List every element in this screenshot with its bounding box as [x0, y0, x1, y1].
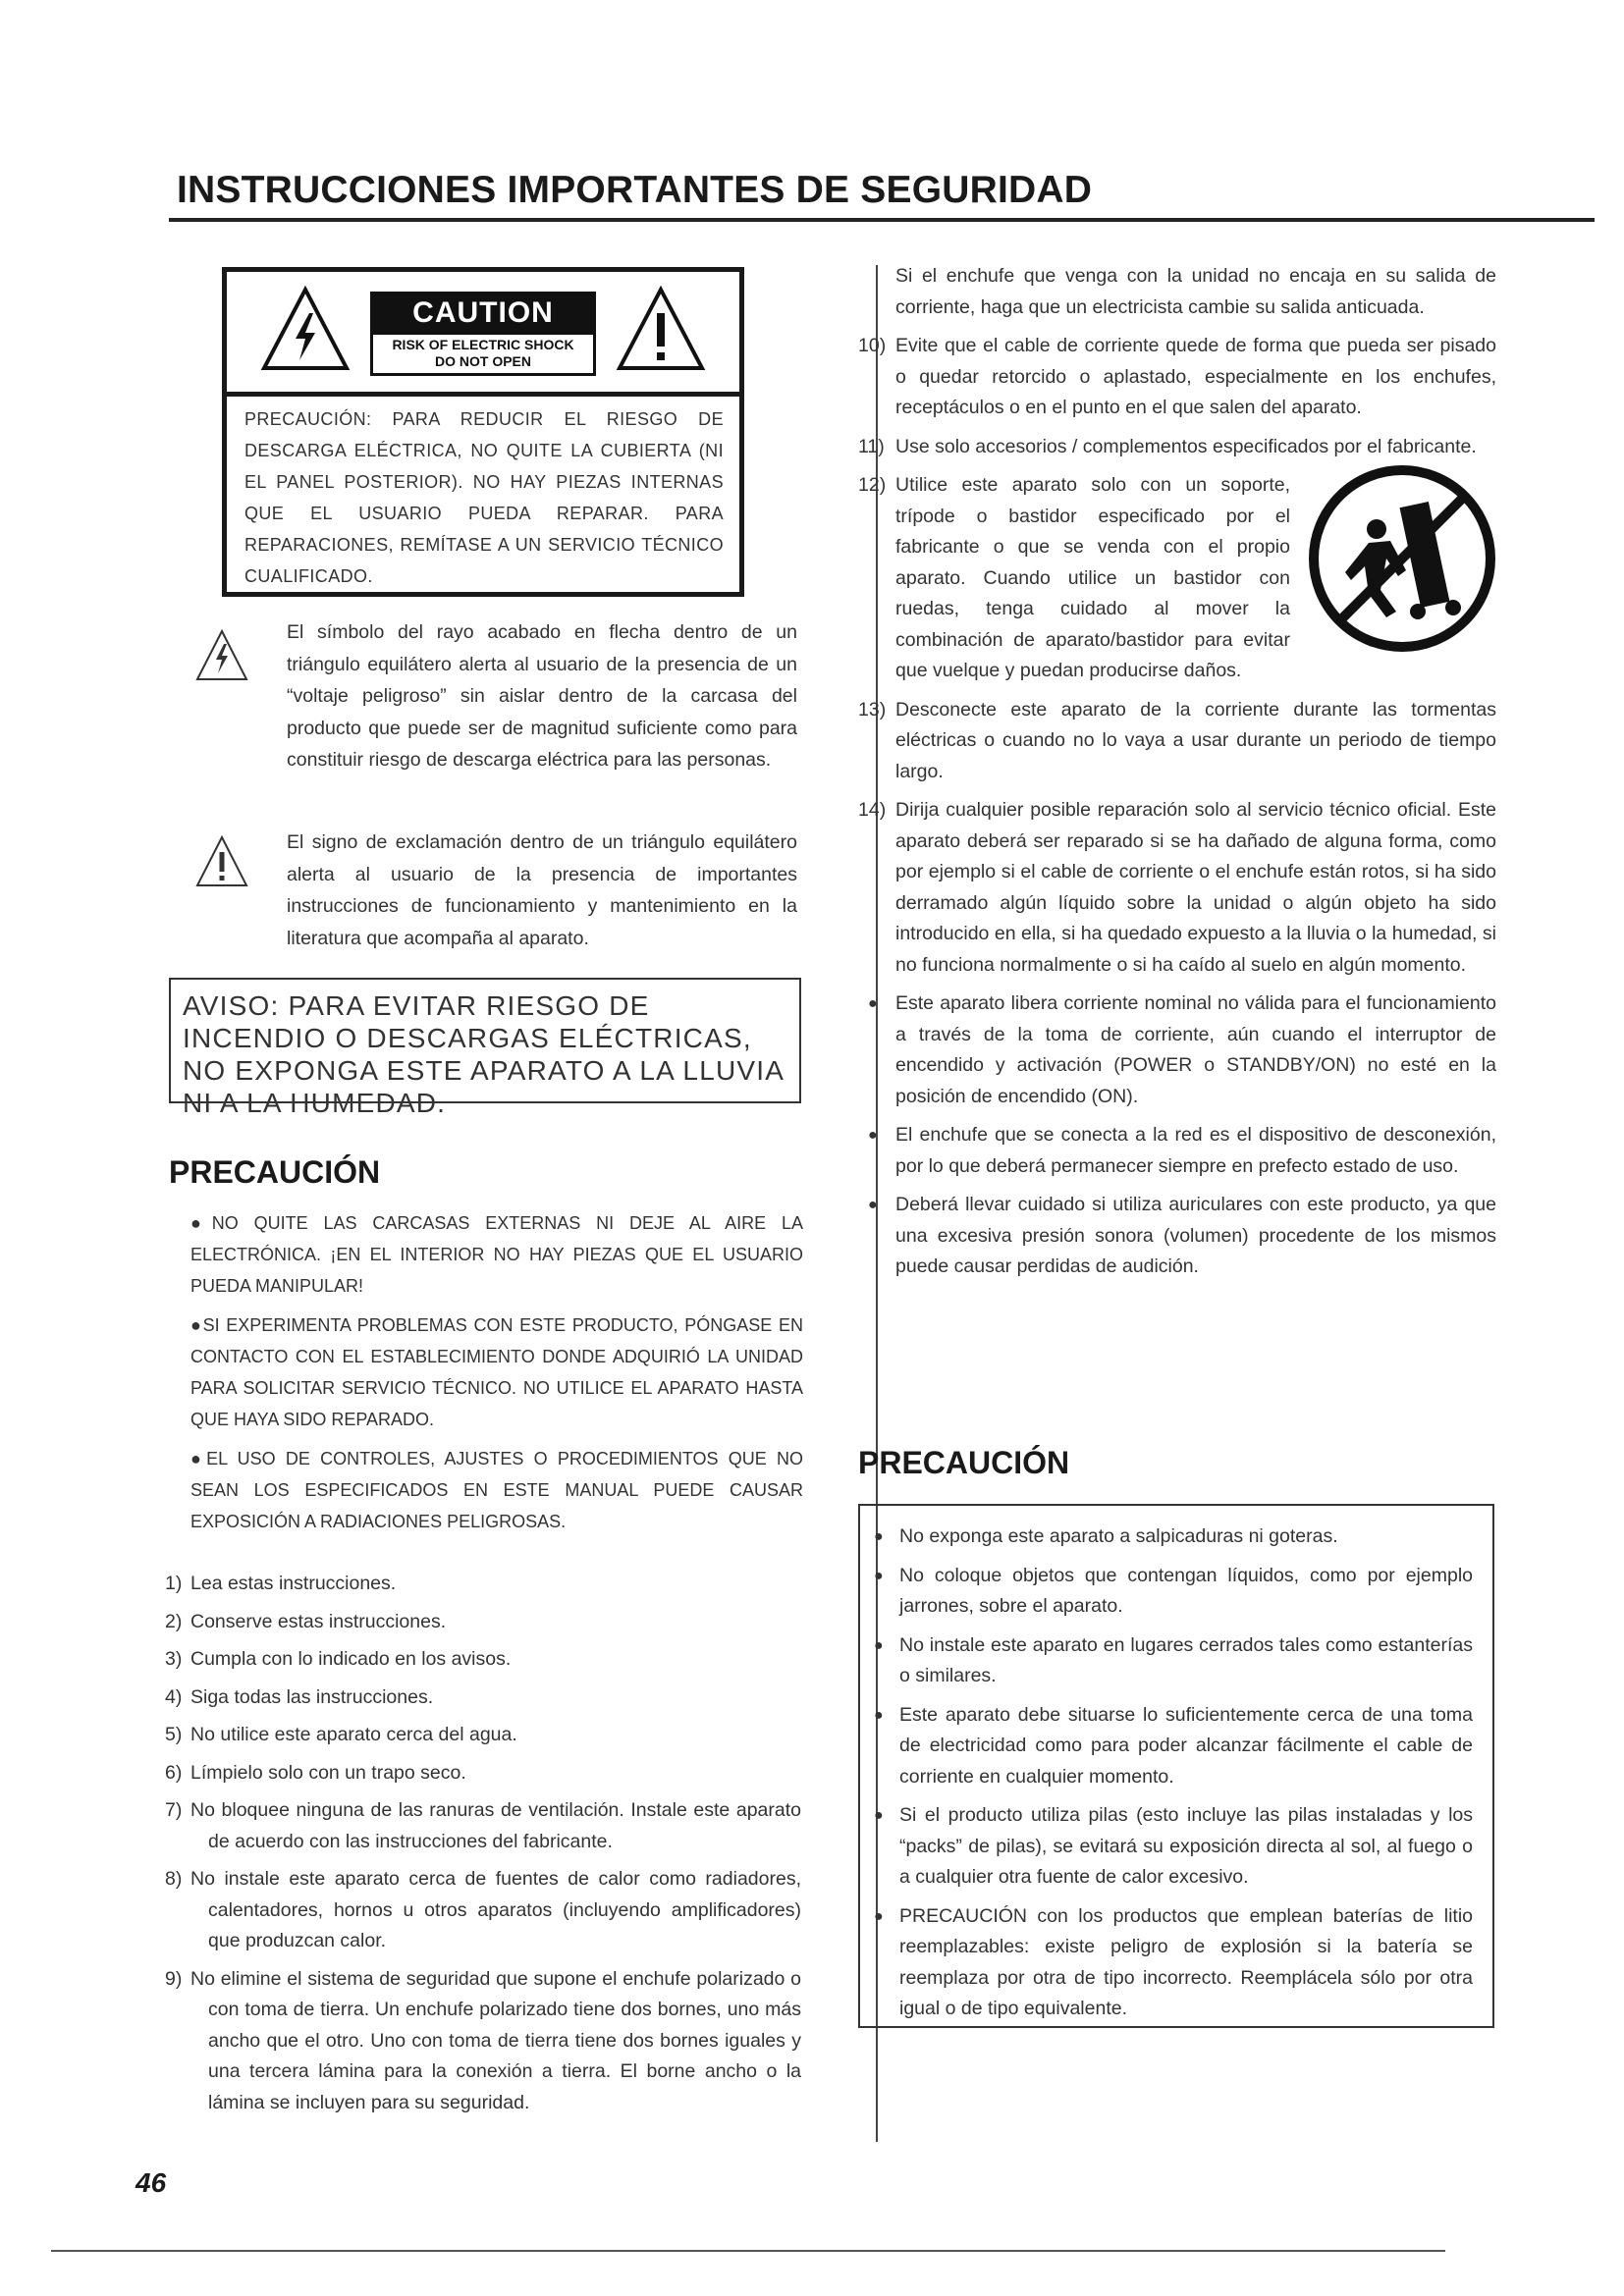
list-item: ●EL USO DE CONTROLES, AJUSTES O PROCEDIMIENTOS QUE NO SEAN LOS ESPECIFICADOS EN ESTE MANUAL PUEDE CAUSAR EXPOSICIÓN A RADIACIONES PELIGROSAS. — [190, 1449, 803, 1531]
list-item — [858, 795, 1496, 981]
item-number: 8) — [165, 1868, 183, 1890]
exclamation-symbol-icon — [194, 834, 249, 889]
list-item: ● No exponga este aparato a salpicaduras ni goteras. — [880, 1522, 1473, 1553]
title-rule — [169, 218, 1595, 222]
caution-label — [370, 292, 596, 376]
exclamation-triangle-icon — [616, 286, 706, 372]
list-item: ● Si el producto utiliza pilas (esto incluye las pilas instaladas y los “packs” de pilas), se evitará su exposición directa al sol, al fuego o a cualquier otra fuente de calor excesivo. — [880, 1800, 1473, 1894]
list-item: ● El enchufe que se conecta a la red es el dispositivo de desconexión, por lo que deberá permanecer siempre en prefecto estado de uso. — [858, 1120, 1496, 1182]
list-item: ● Deberá llevar cuidado si utiliza auriculares con este producto, ya que una excesiva presión sonora (volumen) procedente de los mismos puede causar perdidas de audición. — [858, 1190, 1496, 1283]
item-number: 7) — [165, 1799, 183, 1821]
item-text: Conserve estas instrucciones. — [190, 1610, 447, 1632]
list-item — [858, 331, 1496, 424]
item-text: Límpielo solo con un trapo seco. — [190, 1761, 466, 1784]
list-item — [858, 695, 1496, 788]
footer-rule — [51, 2250, 1445, 2252]
list-item: ●NO QUITE LAS CARCASAS EXTERNAS NI DEJE AL AIRE LA ELECTRÓNICA. ¡EN EL INTERIOR NO HAY PIEZAS QUE EL USUARIO PUEDA MANIPULAR! — [190, 1213, 803, 1296]
list-item — [165, 1864, 801, 1957]
list-item: ● Este aparato debe situarse lo suficientemente cerca de una toma de electricidad como para poder alcanzar fácilmente el cable de corriente en cualquier momento. — [880, 1700, 1473, 1793]
page-title: INSTRUCCIONES IMPORTANTES DE SEGURIDAD — [177, 169, 1093, 211]
item-number: 1) — [165, 1573, 183, 1594]
list-item — [165, 1682, 801, 1714]
list-item — [165, 1644, 801, 1676]
item-text: No instale este aparato cerca de fuentes de calor como radiadores, calentadores, hornos u otros aparatos (incluyendo amplificadores) que produzcan calor. — [190, 1868, 801, 1951]
item-number: 9) — [165, 1967, 183, 1990]
caution-box — [222, 267, 744, 597]
exclamation-symbol-text: El signo de exclamación dentro de un triángulo equilátero alerta al usuario de la presencia de importantes instrucciones de funcionamiento y mantenimiento en la literatura que acompaña al aparato. — [287, 831, 797, 949]
precaution-box-right — [858, 1504, 1494, 2028]
item-text: Siga todas las instrucciones. — [190, 1685, 434, 1708]
list-item: ● No instale este aparato en lugares cerrados tales como estanterías o similares. — [880, 1630, 1473, 1692]
warning-box: AVISO: PARA EVITAR RIESGO DE INCENDIO O DESCARGAS ELÉCTRICAS, NO EXPONGA ESTE APARATO A LA LLUVIA NI A LA HUMEDAD. — [169, 978, 801, 1103]
item-number: 11) — [858, 435, 885, 457]
item-number: 4) — [165, 1685, 183, 1708]
list-item: ● Este aparato libera corriente nominal no válida para el funcionamiento a través de la toma de corriente, aún cuando el interruptor de encendido y activación (POWER o STANDBY/ON) no esté en la posición de encendido (ON). — [858, 988, 1496, 1112]
caution-sub-line2: DO NOT OPEN — [434, 353, 531, 369]
list-item — [858, 470, 1496, 687]
caution-header — [227, 272, 739, 397]
caution-text: PRECAUCIÓN: PARA REDUCIR EL RIESGO DE DESCARGA ELÉCTRICA, NO QUITE LA CUBIERTA (NI EL PANEL POSTERIOR). NO HAY PIEZAS INTERNAS QUE EL USUARIO PUEDA REPARAR. PARA REPARACIONES, REMÍTASE A UN SERVICIO TÉCNICO CUALIFICADO. — [244, 409, 724, 586]
precaution-list-left — [190, 1207, 803, 1545]
caution-word: CAUTION — [370, 292, 596, 335]
item-text: Desconecte este aparato de la corriente durante las tormentas eléctricas o cuando no lo vaya a usar durante un periodo de tiempo largo. — [895, 698, 1496, 782]
list-item: ● PRECAUCIÓN con los productos que emplean baterías de litio reemplazables: existe peligro de explosión si la batería se reemplaza por otra de tipo incorrecto. Reemplácela sólo por otra igual o de tipo equivalente. — [880, 1901, 1473, 2025]
list-item — [165, 1607, 801, 1638]
precaution-heading-right: PRECAUCIÓN — [858, 1445, 1070, 1480]
item-text: Evite que el cable de corriente quede de forma que pueda ser pisado o quedar retorcido o aplastado, especialmente en los enchufes, receptáculos o en el punto en el que salen del aparato. — [895, 335, 1496, 418]
list-item — [165, 1795, 801, 1857]
continuation-text: Si el enchufe que venga con la unidad no encaja en su salida de corriente, haga que un electricista cambie su salida anticuada. — [895, 265, 1496, 318]
item-text: Cumpla con lo indicado en los avisos. — [190, 1648, 512, 1670]
item-text: No bloquee ninguna de las ranuras de ventilación. Instale este aparato de acuerdo con las instrucciones del fabricante. — [190, 1799, 801, 1852]
item-number: 13) — [858, 698, 887, 721]
item-number: 12) — [858, 474, 887, 496]
precaution-heading-left: PRECAUCIÓN — [169, 1154, 381, 1190]
page-number: 46 — [135, 2167, 167, 2198]
cart-tipover-warning-icon — [1308, 464, 1496, 653]
list-item — [858, 432, 1496, 463]
item-text: Dirija cualquier posible reparación solo al servicio técnico oficial. Este aparato deberá ser reparado si se ha dañado de alguna forma, como por ejemplo si el cable de corriente o el enchufe están rotos, si ha sido derramado algún líquido sobre la unidad o algún objeto ha sido introducido en ella, si ha quedado expuesto a la lluvia o la humedad, si no funciona normalmente o si ha caído al suelo en algún momento. — [895, 799, 1496, 976]
item-number: 3) — [165, 1648, 183, 1670]
item-text: Utilice este aparato solo con un soporte, trípode o bastidor especificado por el fabricante o que se venda con el propio aparato. Cuando utilice un bastidor con ruedas, tenga cuidado al mover la combinación de aparato/bastidor para evitar que vuelque y puedan producirse daños. — [895, 474, 1290, 681]
instructions-list — [165, 1569, 801, 2125]
lightning-symbol-icon — [194, 628, 249, 683]
lightning-symbol-text: El símbolo del rayo acabado en flecha dentro de un triángulo equilátero alerta al usuario de la presencia de un “voltaje peligroso” sin aislar dentro de la carcasa del producto que puede ser de magnitud suficiente como para constituir riesgo de descarga eléctrica para las personas. — [287, 621, 797, 771]
item-number: 6) — [165, 1761, 183, 1784]
item-text: No utilice este aparato cerca del agua. — [190, 1724, 517, 1745]
list-item: ● No coloque objetos que contengan líquidos, como por ejemplo jarrones, sobre el aparato. — [880, 1561, 1473, 1623]
caution-sub-line1: RISK OF ELECTRIC SHOCK — [392, 337, 574, 352]
item-number: 5) — [165, 1724, 183, 1745]
list-item — [165, 1569, 801, 1600]
item-number: 2) — [165, 1610, 183, 1632]
list-item — [165, 1964, 801, 2119]
item-number: 14) — [858, 799, 887, 821]
item-text: Lea estas instrucciones. — [190, 1573, 397, 1594]
list-item — [165, 1720, 801, 1751]
item-text: No elimine el sistema de seguridad que supone el enchufe polarizado o con toma de tierra. Un enchufe polarizado tiene dos bornes, uno más ancho que el otro. Uno con toma de tierra tiene dos bornes iguales y una tercera lámina para la conexión a tierra. El borne ancho o la lámina se incluyen para su seguridad. — [190, 1967, 801, 2113]
right-column — [858, 261, 1496, 1291]
item-number: 10) — [858, 335, 887, 356]
lightning-triangle-icon — [260, 286, 351, 372]
list-item — [165, 1758, 801, 1789]
item-text: Use solo accesorios / complementos especificados por el fabricante. — [895, 435, 1477, 457]
list-item: ●SI EXPERIMENTA PROBLEMAS CON ESTE PRODUCTO, PÓNGASE EN CONTACTO CON EL ESTABLECIMIENTO DONDE ADQUIRIÓ LA UNIDAD PARA SOLICITAR SERVICIO TÉCNICO. NO UTILICE EL APARATO HASTA QUE HAYA SIDO REPARADO. — [190, 1315, 803, 1429]
caution-subtext — [370, 335, 596, 376]
